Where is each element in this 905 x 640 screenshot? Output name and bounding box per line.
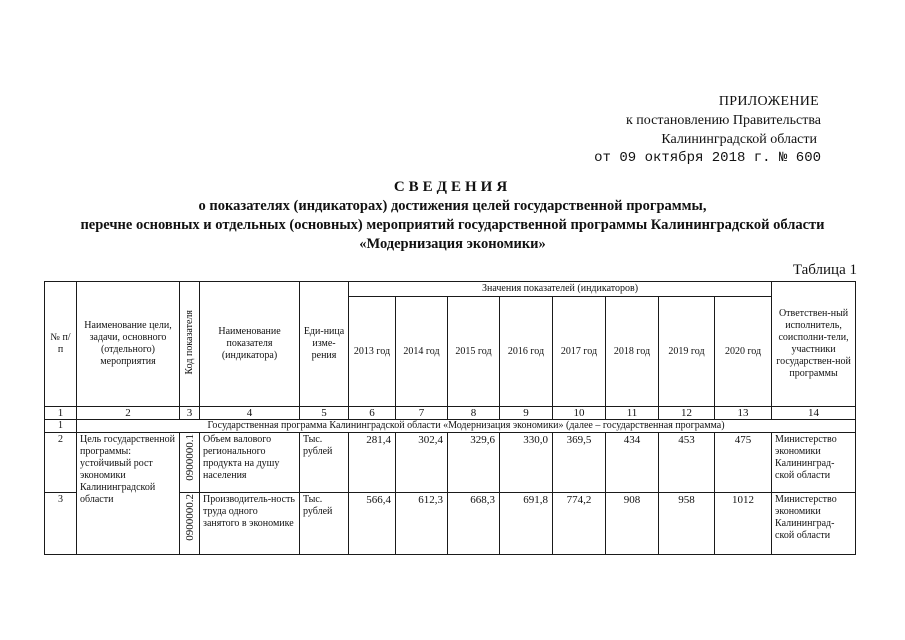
row-value: 453 bbox=[659, 433, 715, 493]
header-year: 2020 год bbox=[715, 297, 772, 407]
column-index: 11 bbox=[606, 407, 659, 420]
appendix-line-3: Калининградской области bbox=[661, 132, 817, 147]
program-row-num: 1 bbox=[45, 420, 77, 433]
row-value: 668,3 bbox=[448, 493, 500, 555]
heading-line-3: перечне основных и отдельных (основных) мероприятий государственной программы Калининградской области bbox=[80, 217, 825, 233]
column-index: 13 bbox=[715, 407, 772, 420]
row-value: 774,2 bbox=[553, 493, 606, 555]
header-year: 2019 год bbox=[659, 297, 715, 407]
heading-line-4: «Модернизация экономики» bbox=[359, 236, 546, 252]
appendix-line-2: к постановлению Правительства bbox=[625, 113, 821, 128]
row-value: 566,4 bbox=[349, 493, 396, 555]
row-value: 330,0 bbox=[500, 433, 553, 493]
row-unit: Тыс. рублей bbox=[300, 433, 349, 493]
column-index: 4 bbox=[200, 407, 300, 420]
row-value: 302,4 bbox=[396, 433, 448, 493]
appendix-date: от 09 октября 2018 г. № 600 bbox=[594, 150, 821, 166]
column-index: 7 bbox=[396, 407, 448, 420]
heading-line-2: о показателях (индикаторах) достижения целей государственной программы, bbox=[198, 198, 707, 214]
header-year: 2013 год bbox=[349, 297, 396, 407]
header-goal: Наименование цели, задачи, основного (отдельного) мероприятия bbox=[77, 282, 180, 407]
header-indicator: Наименование показателя (индикатора) bbox=[200, 282, 300, 407]
row-num: 3 bbox=[45, 493, 77, 555]
header-year: 2014 год bbox=[396, 297, 448, 407]
row-responsible: Министерство экономики Калининград-ской области bbox=[772, 433, 856, 493]
column-index: 8 bbox=[448, 407, 500, 420]
table-label: Таблица 1 bbox=[792, 262, 857, 278]
header-code bbox=[180, 282, 200, 407]
row-code-cell bbox=[180, 493, 200, 555]
column-index: 6 bbox=[349, 407, 396, 420]
row-value: 369,5 bbox=[553, 433, 606, 493]
table-row bbox=[45, 433, 856, 493]
row-value: 281,4 bbox=[349, 433, 396, 493]
appendix-title: ПРИЛОЖЕНИЕ bbox=[718, 94, 819, 109]
header-values-group: Значения показателей (индикаторов) bbox=[349, 282, 772, 297]
row-value: 958 bbox=[659, 493, 715, 555]
header-unit: Еди-ница изме-рения bbox=[300, 282, 349, 407]
program-row-text: Государственная программа Калининградской области «Модернизация экономики» (далее – государственная программа) bbox=[77, 420, 856, 433]
column-index: 3 bbox=[180, 407, 200, 420]
column-index: 9 bbox=[500, 407, 553, 420]
row-unit: Тыс. рублей bbox=[300, 493, 349, 555]
row-value: 908 bbox=[606, 493, 659, 555]
heading-main: СВЕДЕНИЯ bbox=[393, 179, 512, 195]
goal-cell: Цель государственной программы: устойчивый рост экономики Калининградской области bbox=[77, 433, 180, 555]
column-index: 5 bbox=[300, 407, 349, 420]
header-code-text: Код показателя bbox=[183, 309, 195, 375]
column-index: 12 bbox=[659, 407, 715, 420]
column-index: 14 bbox=[772, 407, 856, 420]
document-heading bbox=[0, 178, 905, 254]
appendix-block bbox=[594, 92, 821, 168]
row-code: 0900000.2 bbox=[183, 494, 196, 541]
column-index: 10 bbox=[553, 407, 606, 420]
row-value: 329,6 bbox=[448, 433, 500, 493]
row-num: 2 bbox=[45, 433, 77, 493]
column-index: 1 bbox=[45, 407, 77, 420]
indicators-table bbox=[44, 281, 856, 555]
row-code: 0900000.1 bbox=[183, 434, 196, 481]
row-indicator: Производитель-ность труда одного занятого в экономике bbox=[200, 493, 300, 555]
row-code-cell bbox=[180, 433, 200, 493]
column-index-row bbox=[45, 407, 856, 420]
program-row bbox=[45, 420, 856, 433]
header-responsible: Ответствен-ный исполнитель, соисполни-тели, участники государствен-ной программы bbox=[772, 282, 856, 407]
row-value: 612,3 bbox=[396, 493, 448, 555]
header-year: 2018 год bbox=[606, 297, 659, 407]
row-value: 475 bbox=[715, 433, 772, 493]
column-index: 2 bbox=[77, 407, 180, 420]
row-responsible: Министерство экономики Калининград-ской области bbox=[772, 493, 856, 555]
row-indicator: Объем валового регионального продукта на душу населения bbox=[200, 433, 300, 493]
header-year: 2017 год bbox=[553, 297, 606, 407]
row-value: 1012 bbox=[715, 493, 772, 555]
row-value: 691,8 bbox=[500, 493, 553, 555]
header-year: 2015 год bbox=[448, 297, 500, 407]
row-value: 434 bbox=[606, 433, 659, 493]
header-year: 2016 год bbox=[500, 297, 553, 407]
header-num: № п/п bbox=[45, 282, 77, 407]
